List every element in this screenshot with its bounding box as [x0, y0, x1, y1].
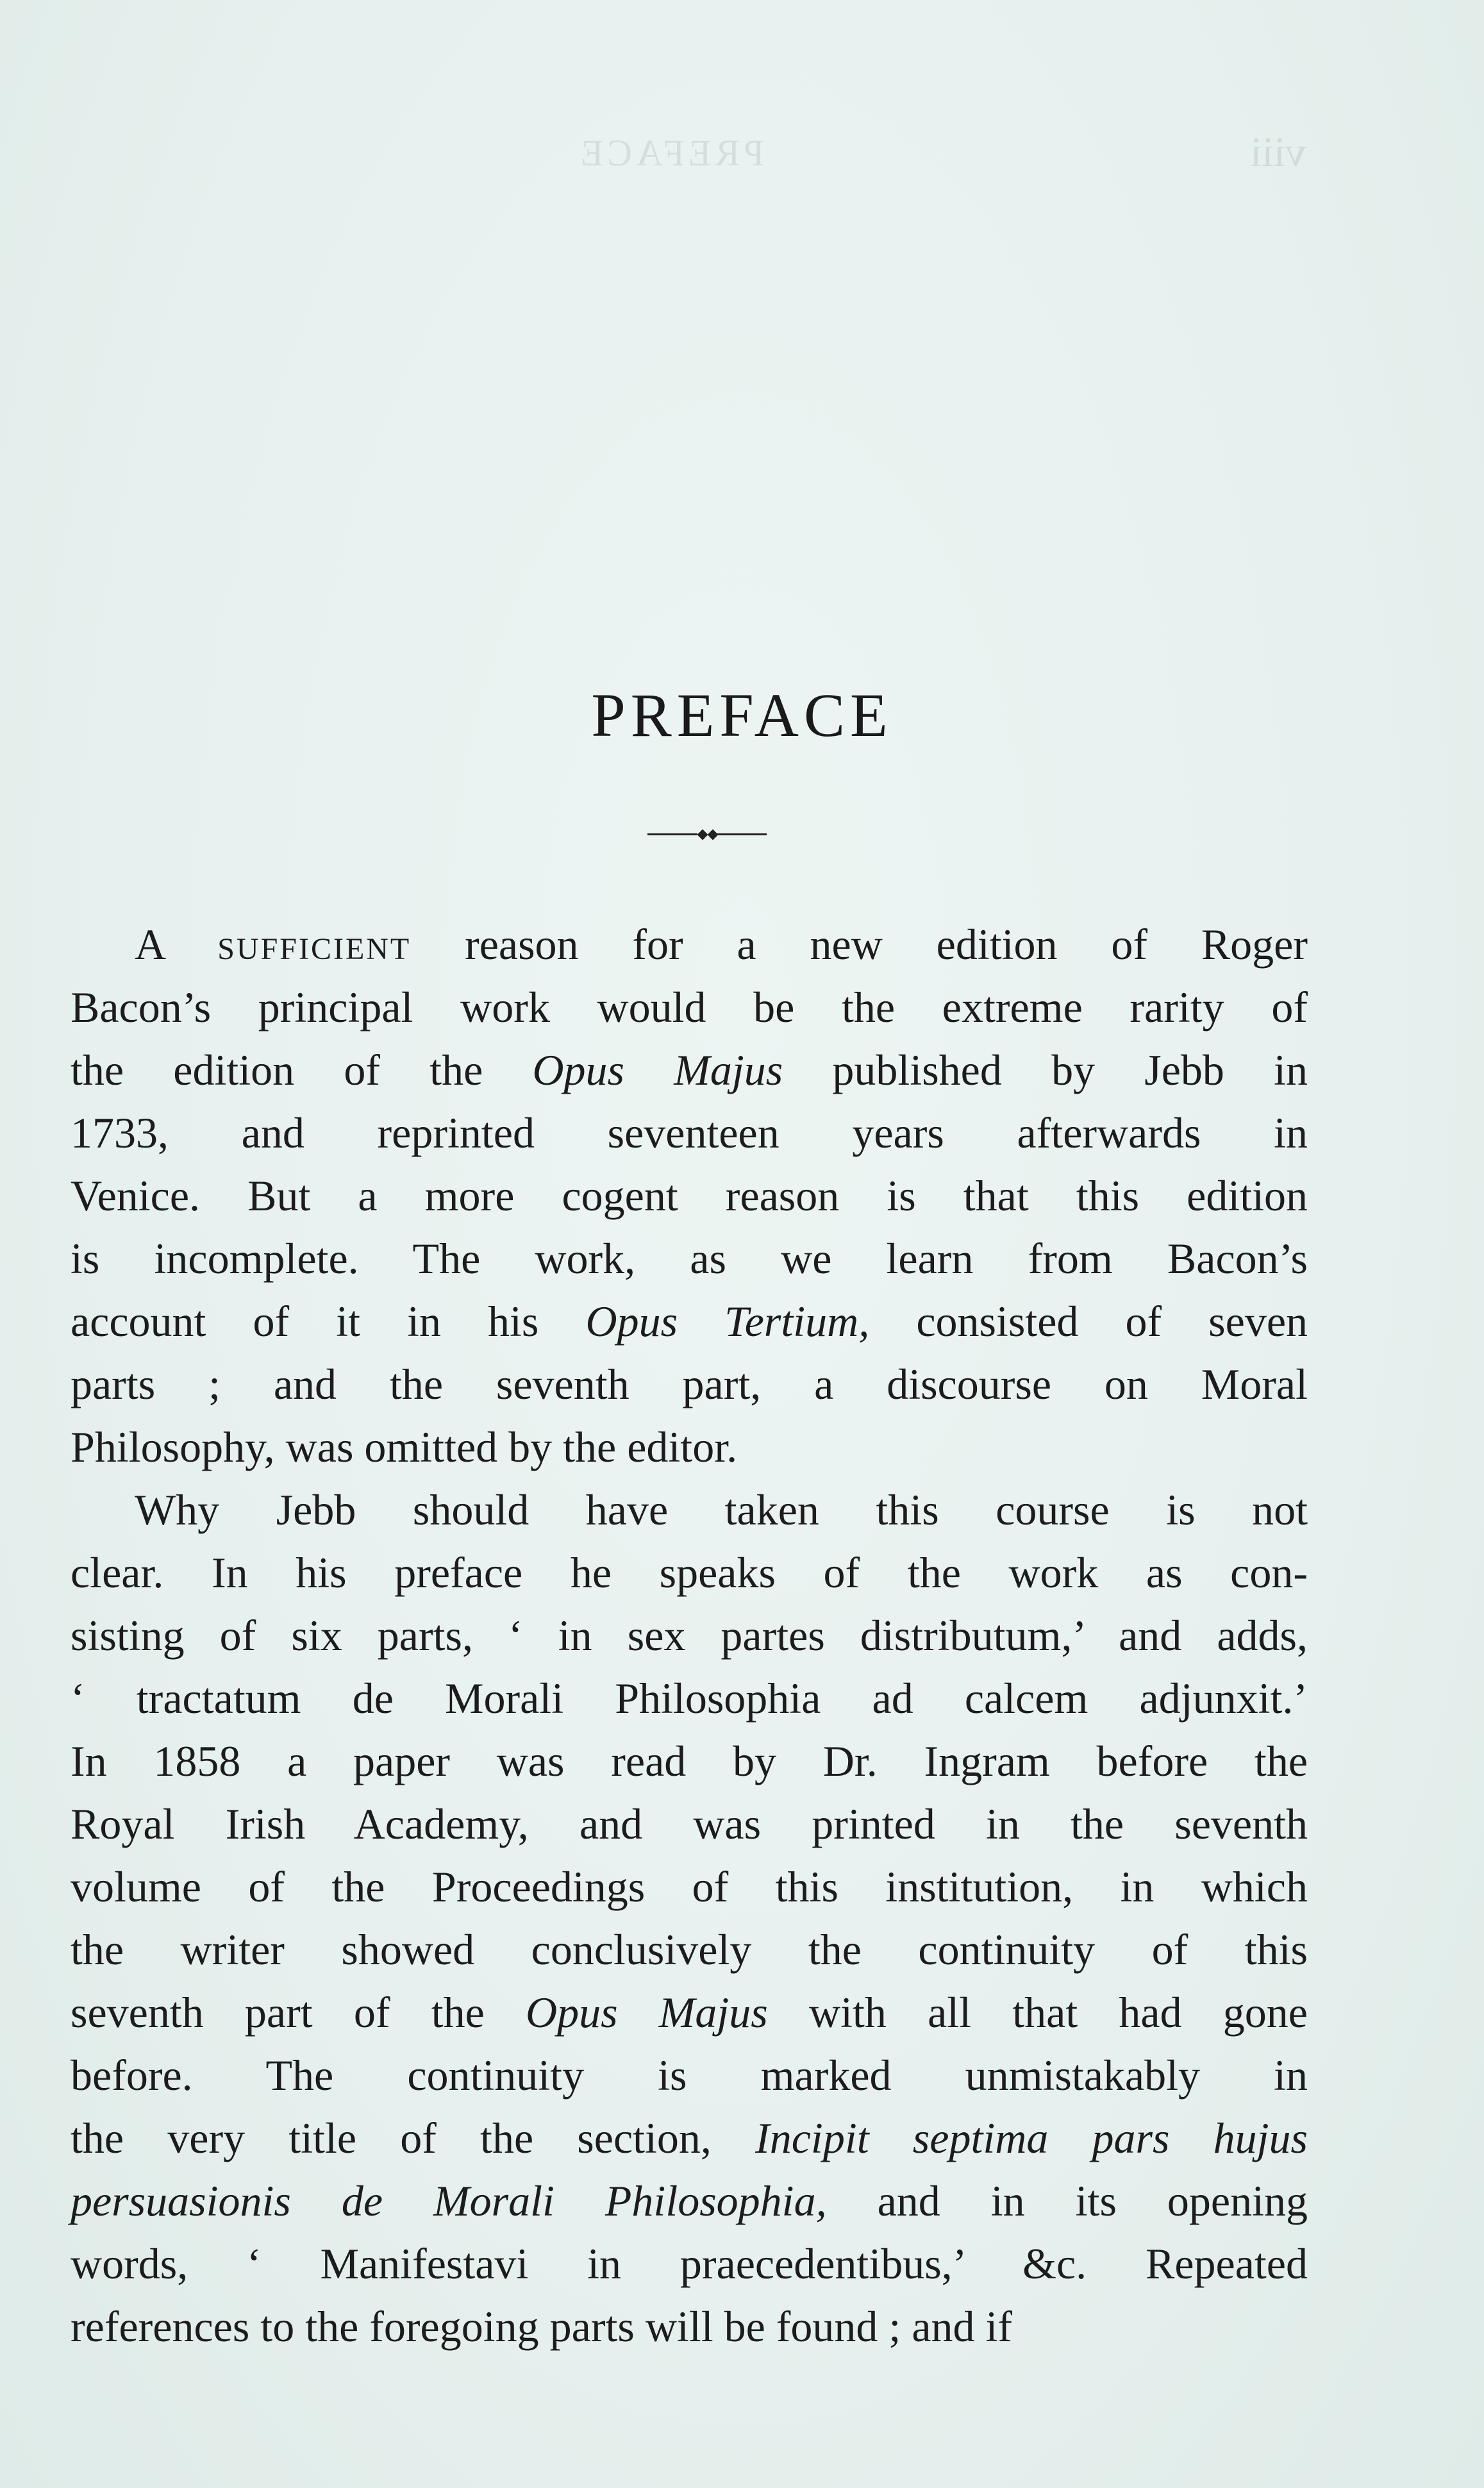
text-line — [71, 1981, 1308, 2044]
text-run: the writer showed conclusively the continuity of this — [71, 1925, 1308, 1974]
ornament-rule-right — [717, 833, 767, 835]
text-line — [71, 1855, 1308, 1918]
text-run: words, ‘ Manifestavi in praecedentibus,’ &c. Repeated — [71, 2239, 1308, 2288]
paragraph — [71, 1478, 1308, 2358]
small-caps-text: sufficient — [217, 920, 412, 969]
text-line — [71, 1164, 1308, 1227]
text-line — [71, 1353, 1308, 1415]
text-run: A — [135, 920, 218, 969]
text-line — [71, 2295, 1308, 2358]
text-line — [71, 976, 1308, 1039]
ornament-rule-left — [647, 833, 697, 835]
text-run: In 1858 a paper was read by Dr. Ingram before the — [71, 1737, 1308, 1785]
text-line — [71, 1227, 1308, 1290]
text-line — [71, 1290, 1308, 1353]
text-run: the edition of the — [71, 1046, 533, 1094]
page-title: PREFACE — [591, 681, 893, 749]
text-run: published by Jebb in — [783, 1046, 1308, 1094]
text-line — [71, 1478, 1308, 1541]
italic-text: Opus Tertium, — [585, 1297, 870, 1346]
show-through-folio: viii — [1250, 129, 1307, 176]
text-line — [71, 2044, 1308, 2107]
text-run: consisted of seven — [869, 1297, 1308, 1346]
text-line — [71, 1604, 1308, 1667]
text-run: references to the foregoing parts will be found ; and if — [71, 2302, 1013, 2351]
text-line — [71, 1541, 1308, 1604]
text-line — [71, 1415, 1308, 1478]
text-run: parts ; and the seventh part, a discourse on Moral — [71, 1360, 1308, 1408]
italic-text: persuasionis de Morali Philosophia, — [71, 2176, 827, 2225]
text-line — [71, 2232, 1308, 2295]
title-ornament — [647, 830, 767, 839]
text-run: Philosophy, was omitted by the editor. — [71, 1423, 738, 1471]
text-run: Royal Irish Academy, and was printed in the seventh — [71, 1799, 1308, 1848]
text-run: 1733, and reprinted seventeen years afterwards in — [71, 1108, 1308, 1157]
text-line — [71, 1667, 1308, 1730]
text-run: sisting of six parts, ‘ in sex partes distributum,’ and adds, — [71, 1611, 1308, 1660]
text-run: clear. In his preface he speaks of the work as con- — [71, 1548, 1308, 1597]
text-run: volume of the Proceedings of this institution, in which — [71, 1862, 1308, 1911]
italic-text: Incipit septima pars hujus — [755, 2114, 1308, 2162]
text-line — [71, 913, 1308, 976]
text-run: ‘ tractatum de Morali Philosophia ad calcem adjunxit.’ — [71, 1674, 1308, 1723]
text-run: the very title of the section, — [71, 2114, 756, 2162]
text-run: Why Jebb should have taken this course is not — [135, 1485, 1308, 1534]
italic-text: Opus Majus — [532, 1046, 783, 1094]
text-run: reason for a new edition of Roger — [411, 920, 1308, 969]
text-line — [71, 1039, 1308, 1101]
show-through-running-head: PREFACE — [577, 132, 765, 174]
text-run: seventh part of the — [71, 1988, 526, 2037]
text-line — [71, 1101, 1308, 1164]
text-run: account of it in his — [71, 1297, 586, 1346]
paragraph — [71, 913, 1308, 1478]
text-run: is incomplete. The work, as we learn from Bacon’s — [71, 1234, 1308, 1283]
text-run: with all that had gone — [767, 1988, 1308, 2037]
text-line — [71, 1918, 1308, 1981]
italic-text: Opus Majus — [525, 1988, 768, 2037]
text-line — [71, 1730, 1308, 1792]
text-line — [71, 2107, 1308, 2169]
text-run: and in its opening — [826, 2176, 1308, 2225]
text-line — [71, 1792, 1308, 1855]
text-run: before. The continuity is marked unmistakably in — [71, 2051, 1308, 2100]
body-text — [71, 913, 1308, 2358]
text-run: Venice. But a more cogent reason is that this edition — [71, 1171, 1308, 1220]
text-run: Bacon’s principal work would be the extreme rarity of — [71, 983, 1308, 1031]
ornament-diamond — [697, 830, 708, 840]
text-line — [71, 2169, 1308, 2232]
